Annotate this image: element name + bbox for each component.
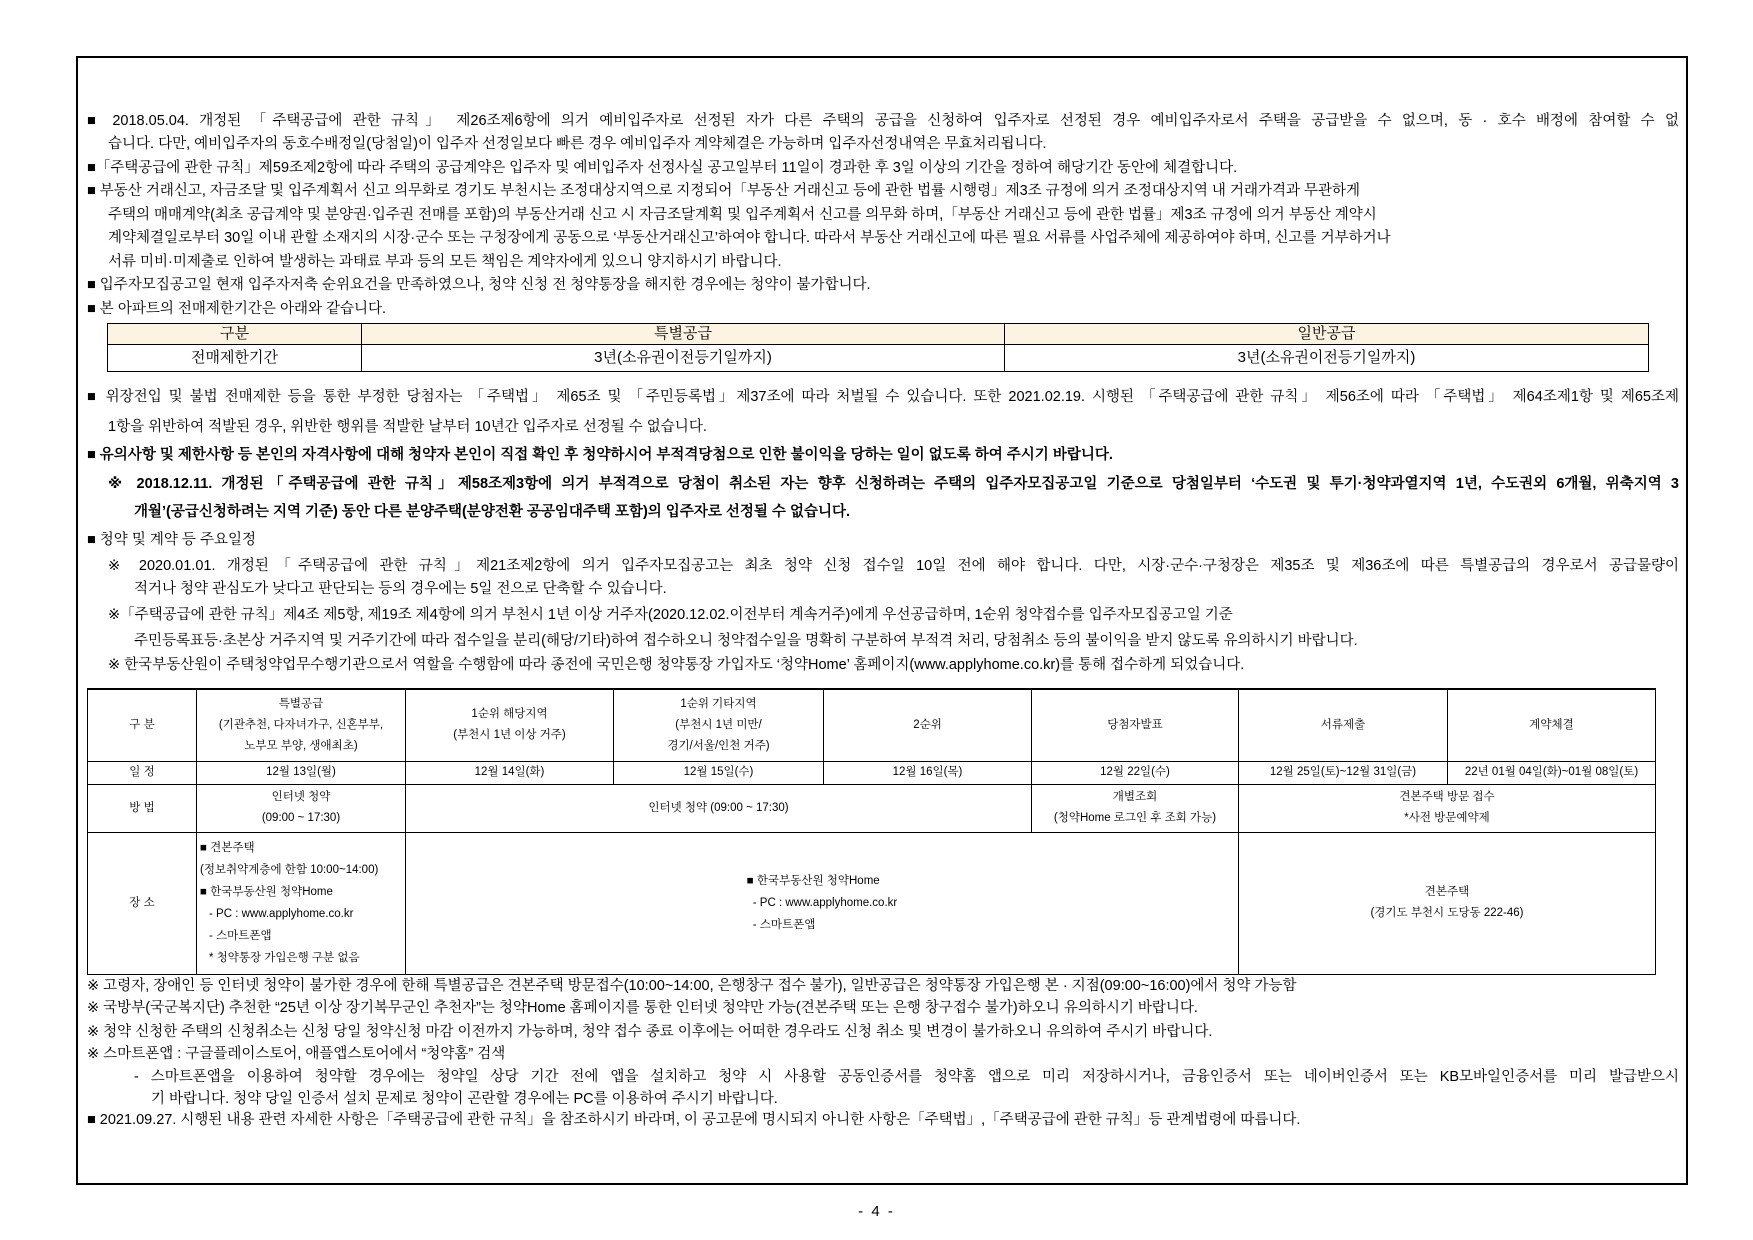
schedule-place-special-line-3: ■ 한국부동산원 청약Home — [200, 886, 333, 898]
schedule-date-first-local: 12월 14일(화) — [406, 761, 614, 784]
schedule-method-documents-contract — [1239, 784, 1656, 832]
schedule-methods-row — [88, 784, 1656, 832]
schedule-header-special-detail-1: (기관추천, 다자녀가구, 신혼부부, — [218, 718, 384, 731]
schedule-date-first-other: 12월 15일(수) — [614, 761, 824, 784]
schedule-method-special-line-2: (09:00 ~ 17:30) — [261, 812, 341, 824]
schedule-priority-supply-line-1: ※「주택공급에 관한 규칙」제4조 제5항, 제19조 제4항에 의거 부천시 1년 이상 거주자(2020.12.02.이전부터 계속거주)에게 우선공급하며, 1순위 청약접수를 입주자모집공고일 기준 — [108, 607, 1233, 623]
notice-real-estate-report-line-1: ■ 부동산 거래신고, 자금조달 및 입주계획서 신고 의무화로 경기도 부천시는 조정대상지역으로 지정되어「부동산 거래신고 등에 관한 법률 시행령」제3조 규정에 의거 조정대상지역 내 거래가격과 무관하게 — [87, 183, 1361, 199]
resale-row-general: 3년(소유권이전등기일까지) — [1005, 345, 1649, 372]
schedule-place-special — [197, 832, 406, 974]
notice-real-estate-report-line-2: 주택의 매매계약(최초 공급계약 및 분양권·입주권 전매를 포함)의 부동산거래 신고 시 자금조달계획 및 입주계획서 신고를 의무화 하며,「부동산 거래신고 등에 관한 법률」제3조 규정에 의거 부동산 계약시 — [108, 207, 1377, 223]
schedule-place-documents-contract — [1239, 832, 1656, 974]
schedule-dates-row — [88, 761, 1656, 784]
schedule-method-announcement — [1032, 784, 1239, 832]
penalty-line-2: 1항을 위반하여 적발된 경우, 위반한 행위를 적발한 날부터 10년간 입주자로 선정될 수 없습니다. — [108, 419, 707, 435]
page-number: - 4 - — [858, 1203, 895, 1220]
penalty-line-1: ■ 위장전입 및 불법 전매제한 등을 통한 부정한 당첨자는 「주택법」 제65조 및 「주민등록법」제37조에 따라 처벌될 수 있습니다. 또한 2021.02.19. 시행된 「주택공급에 관한 규칙」 제56조에 따라 「주택법」 제64조제1항 및 제65조제 — [87, 389, 1679, 405]
schedule-place-special-line-1: ■ 견본주택 — [200, 842, 255, 854]
footnote-cancellation: ※ 청약 신청한 주택의 신청취소는 신청 당일 청약신청 마감 이전까지 가능하며, 청약 접수 종료 이후에는 어떠한 경우라도 신청 취소 및 변경이 불가하오니 유의하여 주시기 바랍니다. — [87, 1024, 1213, 1040]
schedule-heading: ■ 청약 및 계약 등 주요일정 — [87, 532, 256, 548]
schedule-date-contract: 22년 01월 04일(화)~01월 08일(토) — [1448, 761, 1656, 784]
schedule-table — [87, 688, 1656, 975]
schedule-place-general-line-3: - 스마트폰앱 — [752, 919, 816, 931]
schedule-method-announcement-line-2: (청약Home 로그인 후 조회 가능) — [1053, 812, 1217, 824]
schedule-header-second: 2순위 — [824, 689, 1032, 761]
resale-header-category: 구분 — [108, 324, 362, 345]
schedule-place-documents-contract-line-2: (경기도 부천시 도당동 222-46) — [1370, 907, 1524, 919]
schedule-place-special-line-4: - PC : www.applyhome.co.kr — [209, 908, 354, 920]
schedule-places-row — [88, 832, 1656, 974]
notice-real-estate-report-line-3: 계약체결일로부터 30일 이내 관할 소재지의 시장·군수 또는 구청장에게 공동으로 ‘부동산거래신고’하여야 합니다. 따라서 부동산 거래신고에 따른 필요 서류를 사업주체에 제공하여야 하며, 신고를 거부하거나 — [108, 230, 1391, 246]
schedule-dates-label: 일 정 — [88, 761, 197, 784]
schedule-date-documents: 12월 25일(토)~12월 31일(금) — [1239, 761, 1448, 784]
caution-sub-line-2: 개월’(공급신청하려는 지역 기준) 동안 다른 분양주택(분양전환 공공임대주택 포함)의 입주자로 선정될 수 없습니다. — [134, 504, 851, 520]
schedule-method-special-line-1: 인터넷 청약 — [271, 791, 331, 803]
schedule-place-special-line-6: * 청약통장 가입은행 구분 없음 — [209, 952, 360, 964]
schedule-places-label: 장 소 — [88, 832, 197, 974]
schedule-place-general-line-2: - PC : www.applyhome.co.kr — [752, 897, 898, 909]
schedule-header-first-local-detail: (부천시 1년 이상 거주) — [453, 729, 566, 742]
closing-notice: ■ 2021.09.27. 시행된 내용 관련 자세한 사항은「주택공급에 관한 규칙」을 참조하시기 바라며, 이 공고문에 명시되지 아니한 사항은「주택법」,「주택공급에 관한 규칙」등 관계법령에 따릅니다. — [87, 1112, 1301, 1128]
footnote-smartphone-app-detail-2: 기 바랍니다. 청약 당일 인증서 설치 문제로 청약이 곤란할 경우에는 PC를 이용하여 주시기 바랍니다. — [151, 1091, 778, 1107]
schedule-place-special-line-2: (정보취약계층에 한함 10:00~14:00) — [200, 864, 379, 876]
notice-reserve-rule-line-2: 습니다. 다만, 예비입주자의 동호수배정일(당첨일)이 입주자 선정일보다 빠른 경우 예비입주자 계약체결은 가능하며 입주자선정내역은 무효처리됩니다. — [108, 136, 1047, 152]
resale-table-row — [108, 345, 1649, 372]
schedule-place-documents-contract-line-1: 견본주택 — [1424, 886, 1470, 898]
notice-real-estate-report-line-4: 서류 미비·미제출로 인하여 발생하는 과태료 부과 등의 모든 책임은 계약자에게 있으니 양지하시기 바랍니다. — [108, 254, 782, 270]
schedule-header-first-local — [406, 689, 614, 761]
schedule-method-documents-contract-line-1: 견본주택 방문 접수 — [1399, 791, 1495, 803]
schedule-header-announcement: 당첨자발표 — [1032, 689, 1239, 761]
schedule-applyhome-note: ※ 한국부동산원이 주택청약업무수행기관으로서 역할을 수행함에 따라 종전에 국민은행 청약통장 가입자도 ‘청약Home’ 홈페이지(www.applyhome.co.kr)를 통해 접수하게 되었습니다. — [108, 657, 1245, 673]
schedule-header-special — [197, 689, 406, 761]
footnote-elderly-disabled: ※ 고령자, 장애인 등 인터넷 청약이 불가한 경우에 한해 특별공급은 견본주택 방문접수(10:00~14:00, 은행창구 접수 불가), 일반공급은 청약통장 가입은행 본 · 지점(09:00~16:00)에서 청약 가능함 — [87, 978, 1297, 994]
notice-resale-intro: ■ 본 아파트의 전매제한기간은 아래와 같습니다. — [87, 301, 387, 317]
schedule-method-special — [197, 784, 406, 832]
notice-savings-account: ■ 입주자모집공고일 현재 입주자저축 순위요건을 만족하였으나, 청약 신청 전 청약통장을 해지한 경우에는 청약이 불가합니다. — [87, 277, 871, 293]
schedule-header-first-other — [614, 689, 824, 761]
resale-header-general: 일반공급 — [1005, 324, 1649, 345]
footnote-military: ※ 국방부(국군복지단) 추천한 “25년 이상 장기복무군인 추천자”는 청약Home 홈페이지를 통한 인터넷 청약만 가능(견본주택 또는 은행 창구접수 불가)하오니 유의하시기 바랍니다. — [87, 1000, 1198, 1016]
footnote-smartphone-app-detail-1: - 스마트폰앱을 이용하여 청약할 경우에는 청약일 상당 기간 전에 앱을 설치하고 청약 시 사용할 공동인증서를 청약홈 앱으로 미리 저장하시거나, 금융인증서 또는 네이버인증서 또는 KB모바일인증서를 미리 발급받으시 — [134, 1069, 1679, 1085]
resale-table-header-row — [108, 324, 1649, 345]
schedule-date-second: 12월 16일(목) — [824, 761, 1032, 784]
schedule-header-row — [88, 689, 1656, 761]
resale-row-label: 전매제한기간 — [108, 345, 362, 372]
schedule-priority-supply-line-2: 주민등록표등·초본상 거주지역 및 거주기간에 따라 접수일을 분리(해당/기타)하여 접수하오니 청약접수일을 명확히 구분하여 부적격 처리, 당첨취소 등의 불이익을 받지 않도록 유의하시기 바랍니다. — [134, 633, 1358, 649]
notice-contract-period: ■「주택공급에 관한 규칙」제59조제2항에 따라 주택의 공급계약은 입주자 및 예비입주자 선정사실 공고일부터 11일이 경과한 후 3일 이상의 기간을 정하여 해당기간 동안에 체결합니다. — [87, 160, 1238, 176]
schedule-place-special-line-5: - 스마트폰앱 — [209, 930, 272, 942]
resale-header-special: 특별공급 — [362, 324, 1005, 345]
schedule-header-first-other-detail-2: 경기/서울/인천 거주) — [667, 739, 770, 752]
schedule-header-first-other-title: 1순위 기타지역 — [680, 697, 757, 710]
footnote-smartphone-app-title: ※ 스마트폰앱 : 구글플레이스토어, 애플앱스토어에서 “청약홈” 검색 — [87, 1046, 506, 1062]
caution-main: ■ 유의사항 및 제한사항 등 본인의 자격사항에 대해 청약자 본인이 직접 확인 후 청약하시어 부적격당첨으로 인한 불이익을 당하는 일이 없도록 하여 주시기 바랍니다. — [87, 447, 1113, 463]
schedule-place-general — [406, 832, 1239, 974]
resale-restriction-table — [107, 323, 1649, 372]
schedule-date-announcement: 12월 22일(수) — [1032, 761, 1239, 784]
schedule-header-category: 구 분 — [88, 689, 197, 761]
schedule-place-general-list — [747, 870, 897, 936]
schedule-date-special: 12월 13일(월) — [197, 761, 406, 784]
schedule-header-contract: 계약체결 — [1448, 689, 1656, 761]
schedule-methods-label: 방 법 — [88, 784, 197, 832]
schedule-header-special-detail-2: 노부모 부양, 생애최초) — [244, 739, 358, 752]
schedule-header-first-local-title: 1순위 해당지역 — [471, 708, 548, 721]
schedule-place-general-line-1: ■ 한국부동산원 청약Home — [746, 875, 880, 887]
schedule-method-announcement-line-1: 개별조회 — [1112, 791, 1158, 803]
schedule-header-special-title: 특별공급 — [278, 697, 324, 710]
schedule-header-documents: 서류제출 — [1239, 689, 1448, 761]
schedule-header-first-other-detail-1: (부천시 1년 미만/ — [675, 718, 762, 731]
schedule-notice-period-line-2: 적거나 청약 관심도가 낮다고 판단되는 등의 경우에는 5일 전으로 단축할 수 있습니다. — [134, 581, 667, 597]
caution-sub-line-1: ※ 2018.12.11. 개정된「주택공급에 관한 규칙」제58조제3항에 의거 부적격으로 당첨이 취소된 자는 향후 신청하려는 주택의 입주자모집공고일 기준으로 당첨일부터 ‘수도권 및 투기·청약과열지역 1년, 수도권외 6개월, 위축지역 3 — [108, 476, 1679, 492]
schedule-method-documents-contract-line-2: *사전 방문예약제 — [1404, 812, 1490, 824]
notice-reserve-rule-line-1: ■ 2018.05.04. 개정된 「주택공급에 관한 규칙」 제26조제6항에 의거 예비입주자로 선정된 자가 다른 주택의 공급을 신청하여 입주자로 선정된 경우 예비입주자로서 주택을 공급받을 수 없으며, 동 · 호수 배정에 참여할 수 없 — [87, 113, 1679, 129]
resale-row-special: 3년(소유권이전등기일까지) — [362, 345, 1005, 372]
schedule-notice-period-line-1: ※ 2020.01.01. 개정된「주택공급에 관한 규칙」제21조제2항에 의거 입주자모집공고는 최초 청약 신청 접수일 10일 전에 해야 합니다. 다만, 시장·군수·구청장은 제35조 및 제36조에 따른 특별공급의 경우로서 공급물량이 — [108, 558, 1679, 574]
schedule-method-general: 인터넷 청약 (09:00 ~ 17:30) — [406, 784, 1032, 832]
